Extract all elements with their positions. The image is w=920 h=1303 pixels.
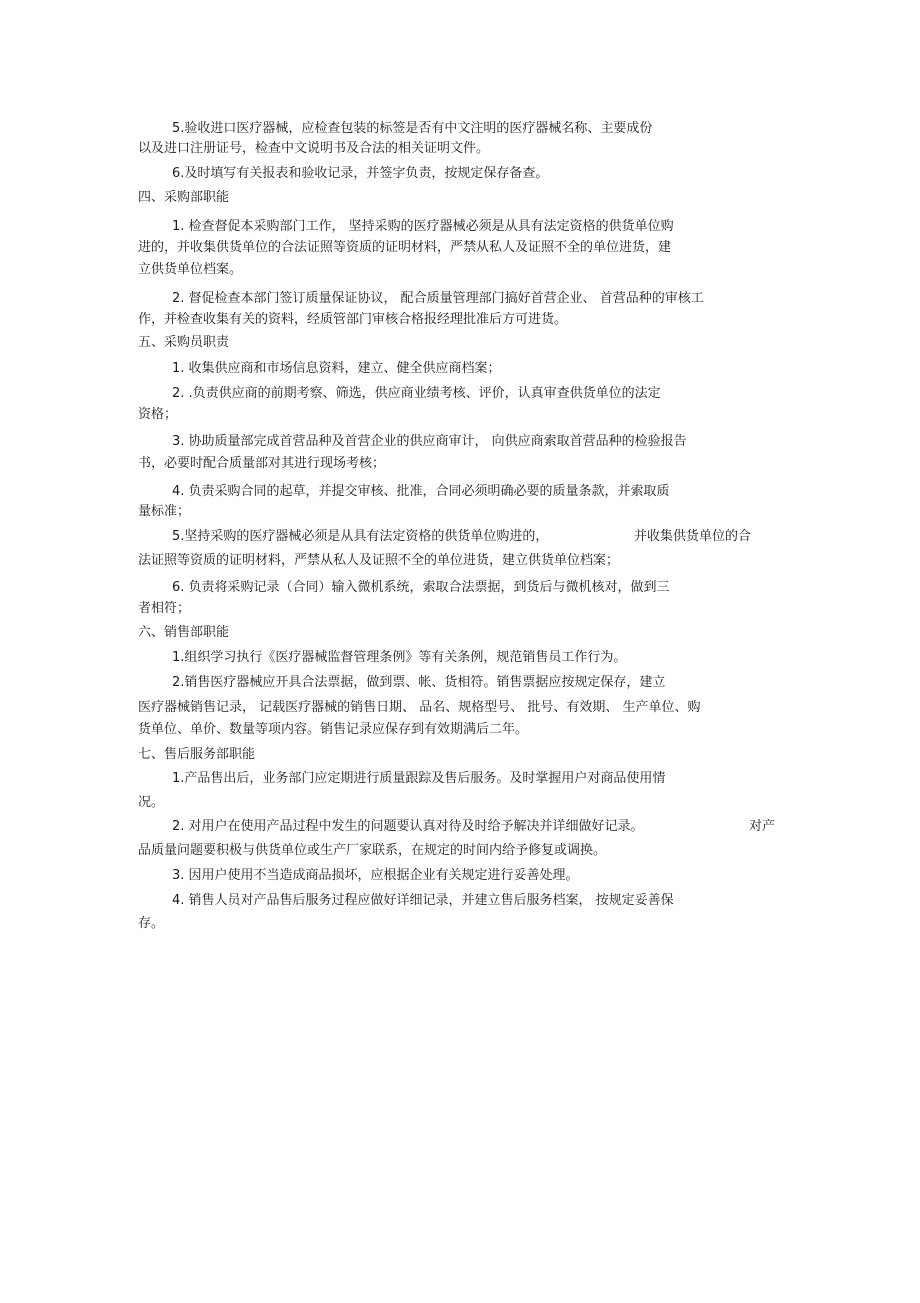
purchase-dept-item-2-cont: 作，并检查收集有关的资料，经质管部门审核合格报经理批准后方可进货。	[138, 312, 568, 327]
buyer-duty-5-right: 并收集供货单位的合	[634, 529, 752, 544]
para-5-import-inspection: 5.验收进口医疗器械，应检查包装的标签是否有中文注明的医疗器械名称、主要成份	[172, 121, 653, 136]
sales-dept-item-2-cont: 医疗器械销售记录， 记载医疗器械的销售日期、 品名、规格型号、 批号、有效期、 生产单位、购	[138, 700, 701, 715]
section-heading-7: 七、售后服务部职能	[138, 747, 256, 762]
buyer-duty-4: 4. 负责采购合同的起草，并提交审核、批准，合同必须明确必要的质量条款，并索取质	[172, 484, 670, 499]
buyer-duty-3: 3. 协助质量部完成首营品种及首营企业的供应商审计， 向供应商索取首营品种的检验报告	[172, 434, 687, 449]
para-5-import-inspection-cont: 以及进口注册证号，检查中文说明书及合法的相关证明文件。	[138, 141, 490, 156]
section-heading-4: 四、采购部职能	[138, 190, 230, 205]
buyer-duty-6-cont: 者相符；	[138, 601, 191, 616]
after-sales-item-1-cont: 况。	[138, 795, 165, 810]
buyer-duty-2-cont: 资格；	[138, 407, 178, 422]
section-heading-5: 五、采购员职责	[138, 335, 230, 350]
after-sales-item-4: 4. 销售人员对产品售后服务过程应做好详细记录，并建立售后服务档案， 按规定妥善保	[172, 893, 674, 908]
purchase-dept-item-1: 1. 检查督促本采购部门工作， 坚持采购的医疗器械必须是从具有法定资格的供货单位购	[172, 219, 674, 234]
section-heading-6: 六、销售部职能	[138, 625, 230, 640]
buyer-duty-4-cont: 量标准；	[138, 504, 191, 519]
after-sales-item-2-cont: 品质量问题要积极与供货单位或生产厂家联系，在规定的时间内给予修复或调换。	[138, 843, 607, 858]
buyer-duty-1: 1. 收集供应商和市场信息资料，建立、健全供应商档案；	[172, 361, 501, 376]
buyer-duty-5-cont: 法证照等资质的证明材料，严禁从私人及证照不全的单位进货，建立供货单位档案；	[138, 553, 620, 568]
para-6-fill-records: 6.及时填写有关报表和验收记录，并签字负责，按规定保存备查。	[172, 166, 549, 181]
buyer-duty-2: 2. .负责供应商的前期考察、筛选，供应商业绩考核、评价，认真审查供货单位的法定	[172, 386, 661, 401]
after-sales-item-1: 1.产品售出后，业务部门应定期进行质量跟踪及售后服务。及时掌握用户对商品使用情	[172, 771, 666, 786]
sales-dept-item-2: 2.销售医疗器械应开具合法票据，做到票、帐、货相符。销售票据应按规定保存，建立	[172, 675, 666, 690]
after-sales-item-4-cont: 存。	[138, 916, 165, 931]
after-sales-item-2: 2. 对用户在使用产品过程中发生的问题要认真对待及时给予解决并详细做好记录。	[172, 819, 644, 834]
sales-dept-item-1: 1.组织学习执行《医疗器械监督管理条例》等有关条例，规范销售员工作行为。	[172, 650, 627, 665]
buyer-duty-3-cont: 书，必要时配合质量部对其进行现场考核；	[138, 456, 386, 471]
purchase-dept-item-1-cont-2: 立供货单位档案。	[138, 262, 243, 277]
purchase-dept-item-1-cont: 进的，并收集供货单位的合法证照等资质的证明材料，严禁从私人及证照不全的单位进货，建	[138, 240, 672, 255]
buyer-duty-5: 5.坚持采购的医疗器械必须是从具有法定资格的供货单位购进的，	[172, 529, 549, 544]
after-sales-item-2-right: 对产	[749, 819, 776, 834]
after-sales-item-3: 3. 因用户使用不当造成商品损坏，应根据企业有关规定进行妥善处理。	[172, 868, 579, 883]
purchase-dept-item-2: 2. 督促检查本部门签订质量保证协议， 配合质量管理部门搞好首营企业、 首营品种的审核工	[172, 291, 704, 306]
buyer-duty-6: 6. 负责将采购记录（合同）输入微机系统，索取合法票据，到货后与微机核对，做到三	[172, 580, 670, 595]
sales-dept-item-2-cont-2: 货单位、单价、数量等项内容。销售记录应保存到有效期满后二年。	[138, 722, 529, 737]
